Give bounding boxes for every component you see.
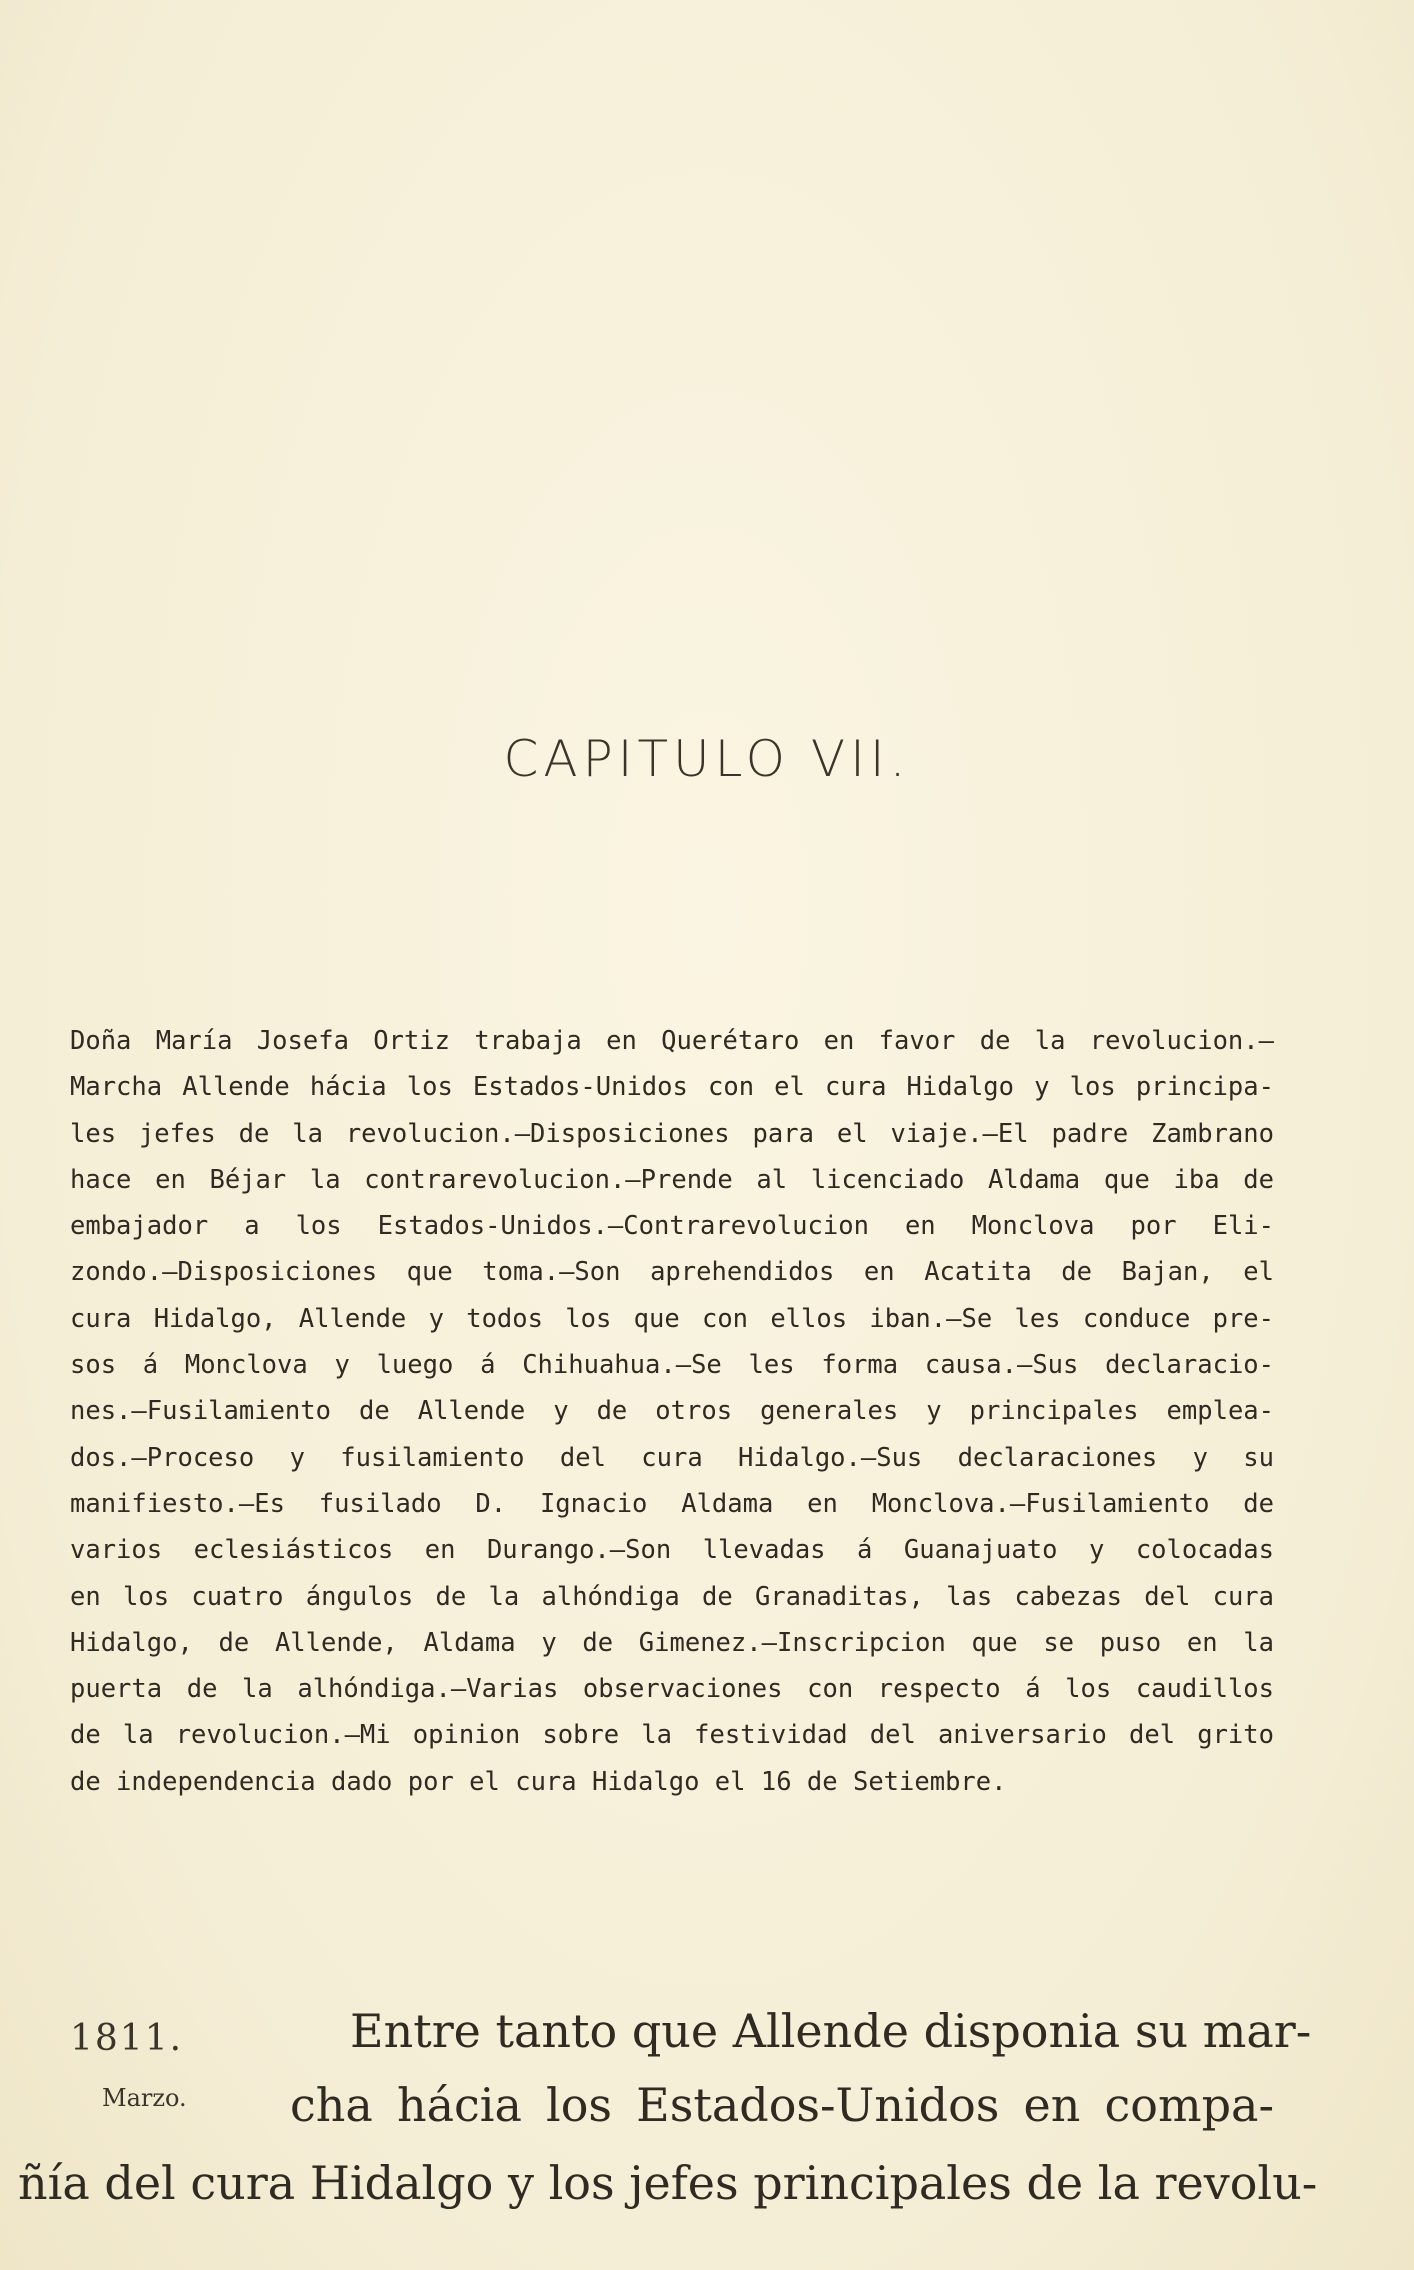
summary-line: varios eclesiásticos en Durango.—Son llevadas á Guanajuato y colocadas <box>70 1535 1274 1566</box>
summary-line: en los cuatro ángulos de la alhóndiga de Granaditas, las cabezas del cura <box>70 1581 1274 1612</box>
body-text-line: Entre tanto que Allende disponia su mar- <box>350 2004 1312 2058</box>
summary-line: cura Hidalgo, Allende y todos los que con ellos iban.—Se les conduce pre- <box>70 1303 1274 1334</box>
summary-line: dos.—Proceso y fusilamiento del cura Hidalgo.—Sus declaraciones y su <box>70 1442 1274 1473</box>
summary-line: sos á Monclova y luego á Chihuahua.—Se les forma causa.—Sus declaracio- <box>70 1350 1274 1381</box>
summary-line: Hidalgo, de Allende, Aldama y de Gimenez.—Inscripcion que se puso en la <box>70 1627 1274 1658</box>
summary-line: les jefes de la revolucion.—Disposiciones para el viaje.—El padre Zambrano <box>70 1118 1274 1149</box>
margin-month: Marzo. <box>102 2084 187 2112</box>
summary-line: Marcha Allende hácia los Estados-Unidos con el cura Hidalgo y los principa- <box>70 1072 1274 1103</box>
summary-line: puerta de la alhóndiga.—Varias observaciones con respecto á los caudillos <box>70 1674 1274 1705</box>
summary-line: zondo.—Disposiciones que toma.—Son aprehendidos en Acatita de Bajan, el <box>70 1257 1274 1288</box>
summary-line: Doña María Josefa Ortiz trabaja en Querétaro en favor de la revolucion.— <box>70 1026 1274 1056</box>
margin-year: 1811. <box>70 2018 184 2059</box>
summary-line: de la revolucion.—Mi opinion sobre la festividad del aniversario del grito <box>70 1720 1274 1751</box>
summary-line: embajador a los Estados-Unidos.—Contrarevolucion en Monclova por Eli- <box>70 1211 1274 1242</box>
chapter-title: CAPITULO VII. <box>503 730 911 788</box>
chapter-summary <box>70 1018 1274 1805</box>
summary-line: nes.—Fusilamiento de Allende y de otros generales y principales emplea- <box>70 1396 1274 1427</box>
summary-line: hace en Béjar la contrarevolucion.—Prende al licenciado Aldama que iba de <box>70 1164 1274 1195</box>
summary-line: manifiesto.—Es fusilado D. Ignacio Aldama en Monclova.—Fusilamiento de <box>70 1488 1274 1519</box>
summary-line: de independencia dado por el cura Hidalgo el 16 de Setiembre. <box>70 1766 1007 1797</box>
body-text-line: cha hácia los Estados-Unidos en compa- <box>290 2078 1274 2132</box>
body-text-line: ñía del cura Hidalgo y los jefes principales de la revolu- <box>18 2156 1318 2210</box>
